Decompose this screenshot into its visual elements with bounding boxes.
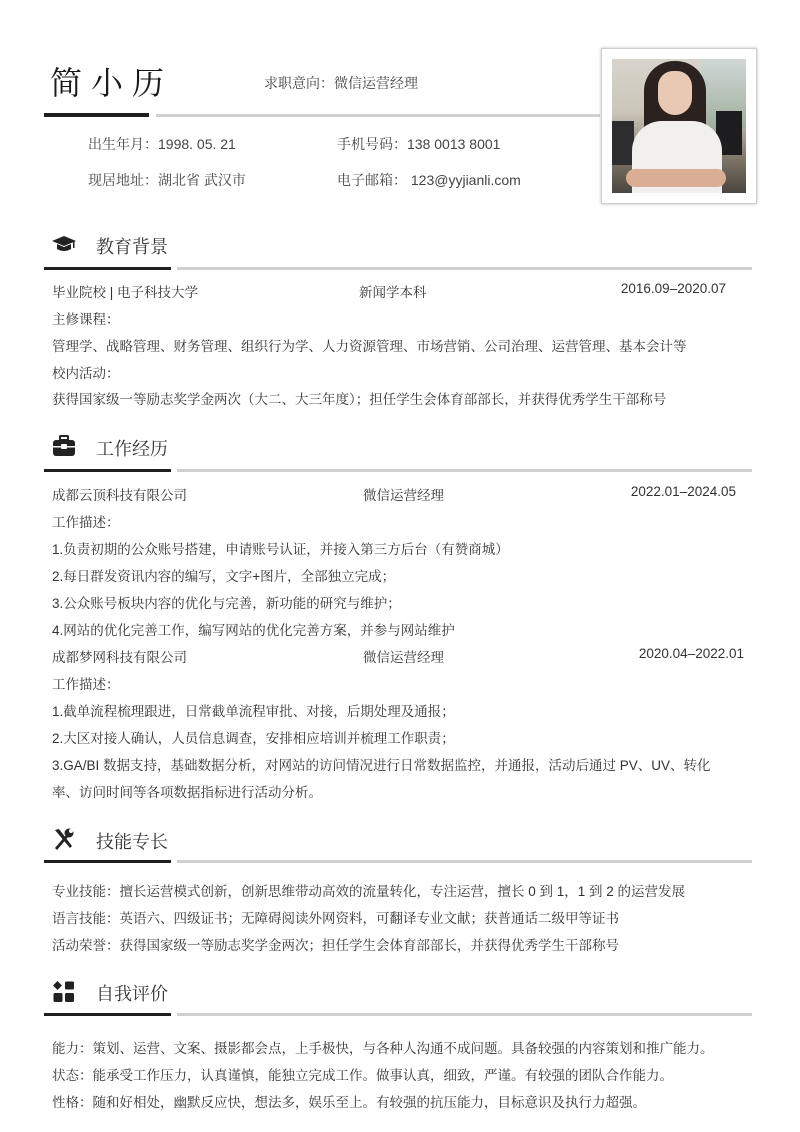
profile-photo	[612, 59, 746, 193]
self-eval-item: 能力：策划、运营、文案、摄影都会点，上手极快，与各种人沟通不成问题。具备较强的内容策划和推广能力。	[52, 1041, 714, 1056]
profile-photo-frame	[601, 48, 757, 204]
resume-name: 简小历	[50, 65, 174, 101]
tools-icon	[52, 827, 76, 851]
section-title-skills: 技能专长	[96, 832, 168, 852]
major: 新闻学本科	[359, 285, 427, 300]
job-period: 2020.04–2022.01	[638, 646, 744, 661]
email: 电子邮箱： 123@yyjianli.com	[337, 172, 521, 188]
education-period: 2016.09–2020.07	[620, 281, 726, 296]
header-divider-dark	[44, 113, 149, 117]
job-period: 2022.01–2024.05	[630, 484, 736, 499]
section-divider-dark	[44, 267, 171, 270]
section-divider-light	[177, 469, 752, 472]
self-eval-item: 性格：随和好相处，幽默反应快，想法多，娱乐至上。有较强的抗压能力，目标意识及执行力超强。	[52, 1095, 646, 1110]
job-desc-item: 2.大区对接人确认，人员信息调查，安排相应培训并梳理工作职责；	[52, 731, 455, 746]
job-desc-item: 4.网站的优化完善工作，编写网站的优化完善方案，并参与网站维护	[52, 623, 455, 638]
skill-item: 语言技能：英语六、四级证书；无障碍阅读外网资料，可翻译专业文献；获普通话二级甲等证书	[52, 911, 619, 926]
section-divider-dark	[44, 1013, 171, 1016]
section-title-work: 工作经历	[96, 439, 168, 459]
activities: 获得国家级一等励志奖学金两次（大二、大三年度）；担任学生会体育部部长，并获得优秀学生干部称号	[52, 392, 667, 407]
job-desc-item: 3.GA/BI 数据支持，基础数据分析，对网站的访问情况进行日常数据监控，并通报，活动后通过 PV、UV、转化	[52, 758, 711, 773]
birth-date: 出生年月：1998. 05. 21	[88, 136, 236, 152]
job-desc-item: 2.每日群发资讯内容的编写，文字+图片，全部独立完成；	[52, 569, 396, 584]
company-name: 成都梦网科技有限公司	[52, 650, 187, 665]
company-name: 成都云顶科技有限公司	[52, 488, 187, 503]
section-divider-dark	[44, 469, 171, 472]
section-divider-light	[177, 1013, 752, 1016]
section-title-self-eval: 自我评价	[96, 984, 168, 1004]
school-name: 毕业院校 | 电子科技大学	[52, 285, 199, 300]
job-desc-item: 率、访问时间等各项数据指标进行活动分析。	[52, 785, 322, 800]
header-divider-light	[156, 114, 600, 117]
section-title-education: 教育背景	[96, 237, 168, 257]
job-position: 微信运营经理	[363, 650, 444, 665]
job-desc-label: 工作描述：	[52, 515, 120, 530]
address: 现居地址：湖北省 武汉市	[88, 172, 246, 188]
section-divider-light	[177, 267, 752, 270]
job-desc-item: 1.截单流程梳理跟进，日常截单流程审批、对接，后期处理及通报；	[52, 704, 455, 719]
self-eval-item: 状态：能承受工作压力，认真谨慎，能独立完成工作。做事认真，细致，严谨。有较强的团队合作能力。	[52, 1068, 673, 1083]
job-desc-label: 工作描述：	[52, 677, 120, 692]
section-divider-light	[177, 860, 752, 863]
job-desc-item: 1.负责初期的公众账号搭建，申请账号认证，并接入第三方后台（有赞商城）	[52, 542, 509, 557]
courses-label: 主修课程：	[52, 312, 120, 327]
section-divider-dark	[44, 860, 171, 863]
skill-item: 专业技能：擅长运营模式创新，创新思维带动高效的流量转化，专注运营，擅长 0 到 1，1 到 2 的运营发展	[52, 884, 686, 899]
job-position: 微信运营经理	[363, 488, 444, 503]
graduation-cap-icon	[52, 232, 76, 256]
activities-label: 校内活动：	[52, 366, 120, 381]
courses: 管理学、战略管理、财务管理、组织行为学、人力资源管理、市场营销、公司治理、运营管理、基本会计等	[52, 339, 687, 354]
briefcase-icon	[52, 434, 76, 458]
apps-grid-icon	[52, 980, 76, 1004]
job-intent: 求职意向：微信运营经理	[264, 75, 418, 91]
phone-number: 手机号码：138 0013 8001	[337, 136, 501, 152]
job-desc-item: 3.公众账号板块内容的优化与完善，新功能的研究与维护；	[52, 596, 401, 611]
skill-item: 活动荣誉：获得国家级一等励志奖学金两次；担任学生会体育部部长，并获得优秀学生干部称号	[52, 938, 619, 953]
